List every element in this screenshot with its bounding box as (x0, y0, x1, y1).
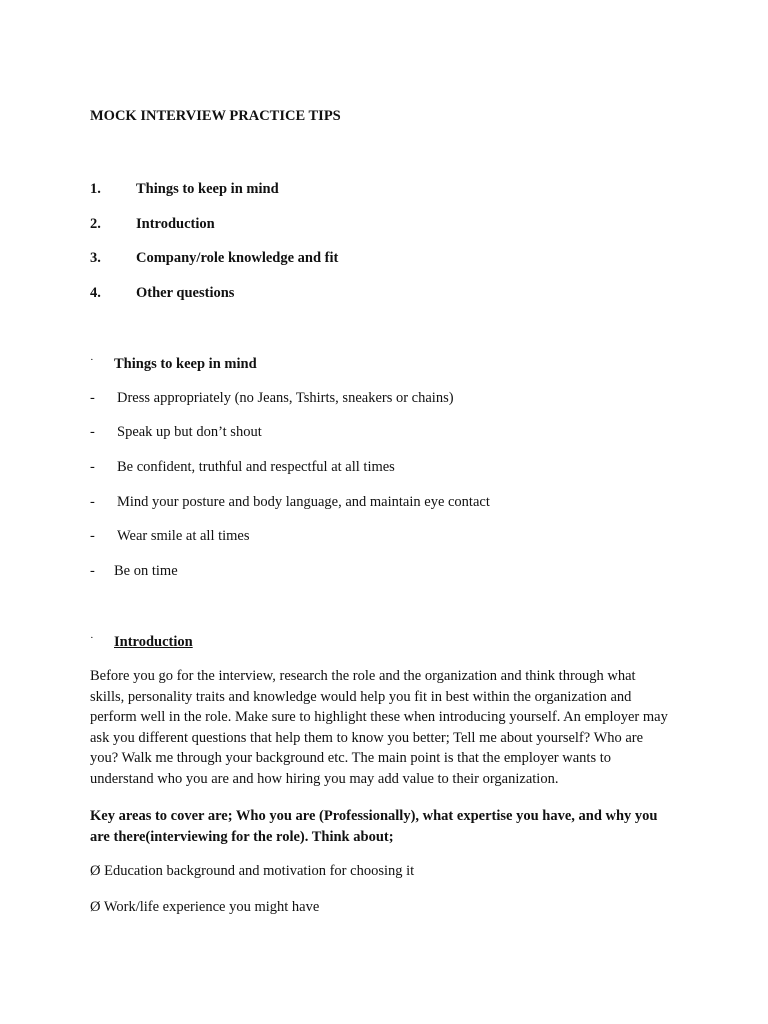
key-areas-paragraph: Key areas to cover are; Who you are (Professionally), what expertise you have, and why you are there(interviewing for the role). Think about; (90, 808, 658, 845)
arrow-point: Ø Work/life experience you might have (90, 899, 320, 915)
dash-marker: - (90, 563, 95, 579)
list-item-text: Speak up but don’t shout (117, 424, 262, 440)
bullet-dot: · (90, 632, 94, 644)
dash-marker: - (90, 459, 95, 475)
toc-number: 4. (90, 285, 101, 301)
dash-marker: - (90, 494, 95, 510)
section-heading-text: Introduction (114, 634, 193, 650)
dash-marker: - (90, 424, 95, 440)
page-title: MOCK INTERVIEW PRACTICE TIPS (90, 108, 341, 124)
toc-label: Company/role knowledge and fit (136, 250, 339, 266)
toc-number: 2. (90, 216, 101, 232)
list-item-text: Be confident, truthful and respectful at all times (117, 459, 395, 475)
list-item-text: Be on time (114, 563, 178, 579)
toc-label: Other questions (136, 285, 235, 301)
toc-number: 1. (90, 181, 101, 197)
toc-number: 3. (90, 250, 101, 266)
intro-paragraph: Before you go for the interview, research the role and the organization and think through what skills, personality traits and knowledge would help you fit in best within the organization and perform well in the role. Make sure to highlight these when introducing yourself. An employer may ask you different questions that help them to know you better; Tell me about yourself? Who are you? Walk me through your background etc. The main point is that the employer wants to understand who you are and how hiring you may add value to their organization. (90, 668, 668, 787)
list-item-text: Mind your posture and body language, and maintain eye contact (117, 494, 490, 510)
dash-marker: - (90, 390, 95, 406)
toc-label: Introduction (136, 216, 215, 232)
section-heading-text: Things to keep in mind (114, 356, 257, 372)
arrow-point: Ø Education background and motivation for choosing it (90, 863, 415, 879)
list-item-text: Dress appropriately (no Jeans, Tshirts, sneakers or chains) (117, 390, 454, 406)
list-item-text: Wear smile at all times (117, 528, 250, 544)
bullet-dot: · (90, 354, 94, 366)
dash-marker: - (90, 528, 95, 544)
toc-label: Things to keep in mind (136, 181, 279, 197)
